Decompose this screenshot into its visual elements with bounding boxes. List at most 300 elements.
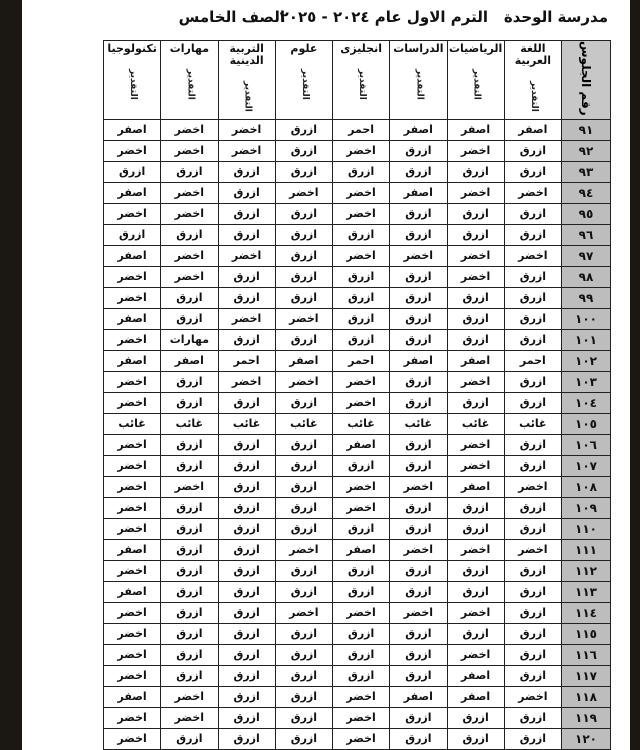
grade-cell: ازرق bbox=[218, 707, 275, 728]
grade-cell: ازرق bbox=[390, 497, 447, 518]
grade-cell: ازرق bbox=[161, 518, 218, 539]
grade-cell: اخضر bbox=[104, 560, 161, 581]
grade-cell: ازرق bbox=[275, 140, 332, 161]
grade-cell: اخضر bbox=[161, 182, 218, 203]
seat-number-header-label: رقم الجلوس bbox=[579, 41, 593, 116]
table-row bbox=[104, 581, 611, 602]
grade-cell: ازرق bbox=[275, 581, 332, 602]
grade-cell: ازرق bbox=[333, 308, 390, 329]
grade-cell: ازرق bbox=[161, 602, 218, 623]
grade-cell: اخضر bbox=[447, 245, 504, 266]
grade-cell: اخضر bbox=[275, 308, 332, 329]
grade-cell: اخضر bbox=[104, 287, 161, 308]
grade-cell: اصفر bbox=[104, 581, 161, 602]
grade-cell: ازرق bbox=[390, 728, 447, 749]
subject-name: الدراسات bbox=[393, 42, 444, 55]
grade-cell: ازرق bbox=[218, 476, 275, 497]
grade-cell: غائب bbox=[447, 413, 504, 434]
grade-cell: ازرق bbox=[275, 329, 332, 350]
grade-cell: ازرق bbox=[390, 644, 447, 665]
grade-cell: غائب bbox=[275, 413, 332, 434]
seat-number-cell: ١٠٩ bbox=[562, 497, 611, 518]
grade-cell: ازرق bbox=[161, 224, 218, 245]
grade-cell: ازرق bbox=[218, 182, 275, 203]
grade-cell: ازرق bbox=[161, 287, 218, 308]
grade-cell: ازرق bbox=[161, 392, 218, 413]
grade-cell: ازرق bbox=[390, 308, 447, 329]
table-row bbox=[104, 140, 611, 161]
table-row bbox=[104, 707, 611, 728]
grade-cell: اصفر bbox=[104, 245, 161, 266]
grade-cell: ازرق bbox=[447, 623, 504, 644]
grade-cell: اخضر bbox=[333, 707, 390, 728]
grade-cell: ازرق bbox=[504, 392, 561, 413]
grade-cell: اصفر bbox=[104, 182, 161, 203]
grade-cell: ازرق bbox=[447, 497, 504, 518]
grade-cell: ازرق bbox=[275, 434, 332, 455]
grade-cell: اخضر bbox=[390, 476, 447, 497]
evaluation-label: التقدير bbox=[299, 69, 310, 100]
grade-cell: ازرق bbox=[275, 518, 332, 539]
grade-cell: ازرق bbox=[504, 455, 561, 476]
grade-cell: ازرق bbox=[447, 308, 504, 329]
grade-cell: ازرق bbox=[333, 455, 390, 476]
grade-cell: اخضر bbox=[161, 119, 218, 140]
grade-cell: اخضر bbox=[447, 140, 504, 161]
table-row bbox=[104, 161, 611, 182]
grade-cell: غائب bbox=[104, 413, 161, 434]
grade-cell: ازرق bbox=[333, 644, 390, 665]
grade-cell: اخضر bbox=[447, 602, 504, 623]
table-row bbox=[104, 686, 611, 707]
grade-cell: اصفر bbox=[275, 350, 332, 371]
table-row bbox=[104, 287, 611, 308]
school-name: مدرسة الوحدة bbox=[503, 8, 608, 26]
grade-cell: ازرق bbox=[390, 203, 447, 224]
evaluation-label: التقدير bbox=[414, 69, 425, 100]
grade-cell: ازرق bbox=[447, 203, 504, 224]
table-row bbox=[104, 203, 611, 224]
grade-cell: ازرق bbox=[390, 371, 447, 392]
grade-cell: اخضر bbox=[447, 455, 504, 476]
grade-cell: ازرق bbox=[275, 623, 332, 644]
grade-cell: ازرق bbox=[447, 329, 504, 350]
subject-name: التربية الدينية bbox=[229, 42, 264, 68]
grade-cell: ازرق bbox=[161, 560, 218, 581]
grade-cell: ازرق bbox=[504, 707, 561, 728]
grade-cell: ازرق bbox=[161, 497, 218, 518]
grade-cell: ازرق bbox=[390, 434, 447, 455]
grade-cell: اصفر bbox=[104, 119, 161, 140]
grade-cell: غائب bbox=[161, 413, 218, 434]
grade-cell: ازرق bbox=[390, 224, 447, 245]
grade-cell: اخضر bbox=[504, 539, 561, 560]
seat-number-cell: ١١٧ bbox=[562, 665, 611, 686]
grade-cell: ازرق bbox=[504, 161, 561, 182]
grade-cell: اخضر bbox=[104, 497, 161, 518]
grade-cell: اخضر bbox=[447, 182, 504, 203]
grade-cell: ازرق bbox=[504, 224, 561, 245]
grade-cell: ازرق bbox=[390, 707, 447, 728]
grade-cell: ازرق bbox=[447, 518, 504, 539]
grade-cell: ازرق bbox=[218, 266, 275, 287]
grade-cell: ازرق bbox=[161, 623, 218, 644]
grade-cell: ازرق bbox=[333, 623, 390, 644]
grade-cell: ازرق bbox=[504, 560, 561, 581]
seat-number-cell: ١١٣ bbox=[562, 581, 611, 602]
seat-number-cell: ١١٥ bbox=[562, 623, 611, 644]
subject-header bbox=[333, 41, 390, 120]
grade-cell: غائب bbox=[390, 413, 447, 434]
grade-cell: ازرق bbox=[447, 224, 504, 245]
grade-cell: اخضر bbox=[333, 392, 390, 413]
grade-cell: اخضر bbox=[104, 623, 161, 644]
table-header-row bbox=[104, 41, 611, 120]
grade-cell: ازرق bbox=[218, 560, 275, 581]
table-row bbox=[104, 329, 611, 350]
grade-cell: ازرق bbox=[275, 644, 332, 665]
subject-name: انجليزى bbox=[340, 42, 382, 55]
evaluation-label: التقدير bbox=[185, 69, 196, 100]
evaluation-label: التقدير bbox=[528, 81, 539, 112]
seat-number-cell: ١٠٦ bbox=[562, 434, 611, 455]
grade-cell: ازرق bbox=[333, 266, 390, 287]
table-row bbox=[104, 413, 611, 434]
grade-cell: اخضر bbox=[218, 245, 275, 266]
grade-cell: ازرق bbox=[504, 623, 561, 644]
grade-cell: ازرق bbox=[504, 203, 561, 224]
grade-cell: اخضر bbox=[390, 245, 447, 266]
grade-cell: اصفر bbox=[504, 119, 561, 140]
grade-cell: ازرق bbox=[390, 665, 447, 686]
grade-cell: ازرق bbox=[333, 560, 390, 581]
grade-cell: ازرق bbox=[218, 602, 275, 623]
grade-cell: ازرق bbox=[504, 518, 561, 539]
grade-cell: ازرق bbox=[275, 392, 332, 413]
seat-number-cell: ٩٢ bbox=[562, 140, 611, 161]
table-row bbox=[104, 644, 611, 665]
grade-cell: ازرق bbox=[218, 392, 275, 413]
grade-cell: ازرق bbox=[390, 560, 447, 581]
grade-cell: ازرق bbox=[218, 203, 275, 224]
grade-cell: اخضر bbox=[333, 371, 390, 392]
subject-name: مهارات bbox=[169, 42, 210, 55]
grade-cell: ازرق bbox=[390, 623, 447, 644]
grade-cell: ازرق bbox=[504, 266, 561, 287]
table-row bbox=[104, 476, 611, 497]
table-row bbox=[104, 392, 611, 413]
grade-cell: ازرق bbox=[504, 371, 561, 392]
grade-cell: اخضر bbox=[218, 308, 275, 329]
grade-cell: ازرق bbox=[275, 224, 332, 245]
grade-cell: ازرق bbox=[504, 728, 561, 749]
grade-cell: ازرق bbox=[275, 287, 332, 308]
grade-cell: اخضر bbox=[275, 602, 332, 623]
grade-cell: ازرق bbox=[390, 140, 447, 161]
seat-number-cell: ١٠٧ bbox=[562, 455, 611, 476]
subject-header bbox=[504, 41, 561, 120]
grade-cell: ازرق bbox=[333, 329, 390, 350]
grade-cell: اخضر bbox=[218, 140, 275, 161]
grade-cell: ازرق bbox=[218, 287, 275, 308]
grade-cell: ازرق bbox=[333, 518, 390, 539]
table-row bbox=[104, 728, 611, 749]
grade-cell: ازرق bbox=[275, 560, 332, 581]
seat-number-cell: ٩٨ bbox=[562, 266, 611, 287]
grade-cell: اخضر bbox=[333, 602, 390, 623]
grade-cell: اصفر bbox=[390, 350, 447, 371]
grade-cell: ازرق bbox=[447, 287, 504, 308]
grade-cell: ازرق bbox=[504, 287, 561, 308]
grade-cell: ازرق bbox=[275, 161, 332, 182]
grade-cell: اخضر bbox=[333, 140, 390, 161]
grade-cell: ازرق bbox=[504, 308, 561, 329]
table-row bbox=[104, 497, 611, 518]
grade-cell: اخضر bbox=[218, 371, 275, 392]
seat-number-cell: ١٠٥ bbox=[562, 413, 611, 434]
grade-cell: ازرق bbox=[218, 455, 275, 476]
table-row bbox=[104, 245, 611, 266]
grade-cell: غائب bbox=[333, 413, 390, 434]
grade-cell: اخضر bbox=[504, 245, 561, 266]
grade-cell: ازرق bbox=[504, 329, 561, 350]
grade-cell: ازرق bbox=[218, 644, 275, 665]
grade-cell: ازرق bbox=[504, 434, 561, 455]
seat-number-cell: ١١١ bbox=[562, 539, 611, 560]
grade-cell: ازرق bbox=[447, 560, 504, 581]
grade-cell: اصفر bbox=[390, 686, 447, 707]
grade-cell: ازرق bbox=[447, 392, 504, 413]
seat-number-cell: ١٠٠ bbox=[562, 308, 611, 329]
grade-cell: ازرق bbox=[504, 581, 561, 602]
evaluation-label: التقدير bbox=[357, 69, 368, 100]
table-row bbox=[104, 560, 611, 581]
grade-cell: اخضر bbox=[275, 371, 332, 392]
grade-cell: ازرق bbox=[218, 581, 275, 602]
grade-cell: ازرق bbox=[218, 686, 275, 707]
grade-cell: ازرق bbox=[390, 518, 447, 539]
grade-cell: ازرق bbox=[161, 308, 218, 329]
grade-cell: اخضر bbox=[104, 665, 161, 686]
grade-cell: اخضر bbox=[104, 602, 161, 623]
grade-cell: اخضر bbox=[333, 686, 390, 707]
table-row bbox=[104, 455, 611, 476]
grade-cell: اخضر bbox=[218, 119, 275, 140]
seat-number-cell: ١٢٠ bbox=[562, 728, 611, 749]
grade-cell: ازرق bbox=[275, 728, 332, 749]
grade-cell: ازرق bbox=[333, 581, 390, 602]
subject-name: اللغة العربية bbox=[514, 42, 551, 68]
seat-number-cell: ٩٦ bbox=[562, 224, 611, 245]
seat-number-cell: ١١٩ bbox=[562, 707, 611, 728]
grade-cell: اخضر bbox=[104, 476, 161, 497]
grade-cell: ازرق bbox=[275, 497, 332, 518]
grade-cell: ازرق bbox=[504, 644, 561, 665]
grade-cell: ازرق bbox=[390, 266, 447, 287]
table-row bbox=[104, 539, 611, 560]
grade-cell: ازرق bbox=[218, 728, 275, 749]
grade-cell: اصفر bbox=[390, 119, 447, 140]
document-header bbox=[22, 8, 630, 38]
grade-cell: ازرق bbox=[275, 203, 332, 224]
grade-cell: ازرق bbox=[104, 161, 161, 182]
grade-cell: اصفر bbox=[333, 434, 390, 455]
document-page bbox=[22, 0, 630, 750]
grade-cell: ازرق bbox=[333, 161, 390, 182]
grade-cell: اخضر bbox=[447, 434, 504, 455]
table-row bbox=[104, 371, 611, 392]
grade-cell: احمر bbox=[333, 119, 390, 140]
grade-title: الصف الخامس bbox=[178, 8, 285, 26]
grade-cell: ازرق bbox=[161, 434, 218, 455]
seat-number-header bbox=[562, 41, 611, 120]
grade-cell: اصفر bbox=[447, 350, 504, 371]
grade-cell: اخضر bbox=[333, 728, 390, 749]
grade-cell: ازرق bbox=[218, 539, 275, 560]
grade-cell: ازرق bbox=[218, 518, 275, 539]
grade-cell: ازرق bbox=[218, 161, 275, 182]
grade-cell: اخضر bbox=[104, 728, 161, 749]
grade-cell: اخضر bbox=[104, 203, 161, 224]
seat-number-cell: ٩٣ bbox=[562, 161, 611, 182]
grade-cell: اخضر bbox=[104, 434, 161, 455]
table-body bbox=[104, 119, 611, 749]
grade-cell: اخضر bbox=[447, 371, 504, 392]
subject-header bbox=[447, 41, 504, 120]
table-row bbox=[104, 623, 611, 644]
grade-cell: ازرق bbox=[161, 665, 218, 686]
table-row bbox=[104, 665, 611, 686]
grade-cell: اخضر bbox=[390, 602, 447, 623]
grade-cell: اخضر bbox=[104, 707, 161, 728]
grade-cell: ازرق bbox=[333, 224, 390, 245]
grade-cell: ازرق bbox=[447, 581, 504, 602]
grade-cell: اصفر bbox=[447, 119, 504, 140]
grade-cell: ازرق bbox=[218, 224, 275, 245]
grade-cell: اخضر bbox=[104, 140, 161, 161]
evaluation-label: التقدير bbox=[128, 69, 139, 100]
grade-cell: ازرق bbox=[333, 287, 390, 308]
grade-cell: اخضر bbox=[104, 371, 161, 392]
grade-cell: ازرق bbox=[504, 602, 561, 623]
table-row bbox=[104, 518, 611, 539]
grade-cell: ازرق bbox=[218, 434, 275, 455]
table-row bbox=[104, 182, 611, 203]
grade-cell: ازرق bbox=[275, 707, 332, 728]
grade-cell: ازرق bbox=[275, 455, 332, 476]
grade-cell: ازرق bbox=[218, 665, 275, 686]
subject-name: علوم bbox=[290, 42, 318, 55]
table-row bbox=[104, 350, 611, 371]
grade-cell: ازرق bbox=[390, 287, 447, 308]
grade-cell: اخضر bbox=[504, 182, 561, 203]
grade-cell: اخضر bbox=[447, 644, 504, 665]
seat-number-cell: ٩٥ bbox=[562, 203, 611, 224]
grade-cell: اخضر bbox=[275, 182, 332, 203]
grade-cell: ازرق bbox=[275, 266, 332, 287]
grade-cell: مهارات bbox=[161, 329, 218, 350]
grade-cell: اصفر bbox=[333, 539, 390, 560]
grade-cell: اخضر bbox=[447, 539, 504, 560]
subject-header bbox=[104, 41, 161, 120]
grade-cell: اصفر bbox=[390, 182, 447, 203]
grade-cell: ازرق bbox=[218, 329, 275, 350]
subject-name: تكنولوجيا bbox=[107, 42, 157, 55]
table-row bbox=[104, 119, 611, 140]
grade-cell: ازرق bbox=[504, 140, 561, 161]
grade-cell: اخضر bbox=[161, 203, 218, 224]
grade-cell: ازرق bbox=[390, 161, 447, 182]
grade-cell: احمر bbox=[333, 350, 390, 371]
table-row bbox=[104, 602, 611, 623]
evaluation-label: التقدير bbox=[242, 81, 253, 112]
grade-cell: ازرق bbox=[390, 581, 447, 602]
grade-cell: غائب bbox=[504, 413, 561, 434]
grade-cell: اصفر bbox=[447, 476, 504, 497]
seat-number-cell: ٩١ bbox=[562, 119, 611, 140]
grade-cell: ازرق bbox=[333, 665, 390, 686]
grade-cell: ازرق bbox=[390, 392, 447, 413]
grade-cell: ازرق bbox=[161, 644, 218, 665]
grade-cell: اخضر bbox=[333, 203, 390, 224]
grade-cell: اخضر bbox=[104, 644, 161, 665]
seat-number-cell: ١٠١ bbox=[562, 329, 611, 350]
results-table bbox=[103, 40, 611, 750]
grade-cell: اصفر bbox=[447, 686, 504, 707]
grade-cell: اصفر bbox=[104, 686, 161, 707]
grade-cell: اخضر bbox=[161, 476, 218, 497]
seat-number-cell: ١٠٤ bbox=[562, 392, 611, 413]
seat-number-cell: ١٠٨ bbox=[562, 476, 611, 497]
seat-number-cell: ٩٧ bbox=[562, 245, 611, 266]
grade-cell: اصفر bbox=[447, 665, 504, 686]
grade-cell: اخضر bbox=[333, 245, 390, 266]
grade-cell: اخضر bbox=[104, 518, 161, 539]
grade-cell: اصفر bbox=[104, 308, 161, 329]
grade-cell: ازرق bbox=[390, 329, 447, 350]
grade-cell: ازرق bbox=[161, 581, 218, 602]
grade-cell: ازرق bbox=[390, 455, 447, 476]
table-row bbox=[104, 266, 611, 287]
grade-cell: اخضر bbox=[161, 266, 218, 287]
seat-number-cell: ٩٩ bbox=[562, 287, 611, 308]
seat-number-cell: ١١٦ bbox=[562, 644, 611, 665]
grade-cell: اخضر bbox=[275, 539, 332, 560]
grade-cell: اصفر bbox=[104, 350, 161, 371]
grade-cell: اخضر bbox=[104, 392, 161, 413]
grade-cell: اخضر bbox=[161, 245, 218, 266]
grade-cell: ازرق bbox=[275, 476, 332, 497]
grade-cell: احمر bbox=[218, 350, 275, 371]
grade-cell: اخضر bbox=[333, 476, 390, 497]
term-title: الترم الاول عام ٢٠٢٤ - ٢٠٢٥ bbox=[279, 8, 488, 26]
grade-cell: اصفر bbox=[104, 539, 161, 560]
grade-cell: اخضر bbox=[390, 539, 447, 560]
seat-number-cell: ٩٤ bbox=[562, 182, 611, 203]
seat-number-cell: ١٠٢ bbox=[562, 350, 611, 371]
grade-cell: اخضر bbox=[104, 329, 161, 350]
grade-cell: احمر bbox=[504, 350, 561, 371]
grade-cell: ازرق bbox=[275, 245, 332, 266]
seat-number-cell: ١١٨ bbox=[562, 686, 611, 707]
subject-header bbox=[161, 41, 218, 120]
grade-cell: ازرق bbox=[447, 707, 504, 728]
seat-number-cell: ١١٤ bbox=[562, 602, 611, 623]
subject-header bbox=[275, 41, 332, 120]
grade-cell: اصفر bbox=[161, 350, 218, 371]
grade-cell: غائب bbox=[218, 413, 275, 434]
subject-header bbox=[218, 41, 275, 120]
